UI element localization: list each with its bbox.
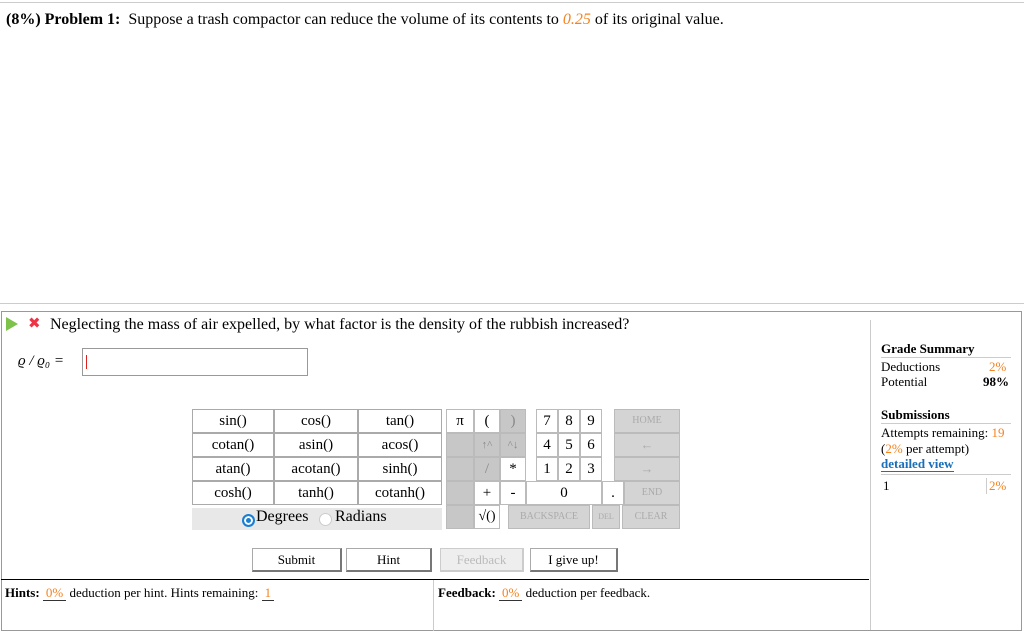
give-up-button[interactable]: I give up!	[530, 548, 618, 572]
cotanh-button[interactable]: cotanh()	[358, 481, 442, 505]
attempts-value: 19	[991, 425, 1005, 440]
digit-6-button[interactable]: 6	[580, 433, 602, 457]
problem-statement	[6, 11, 724, 29]
degrees-radio[interactable]	[242, 514, 255, 527]
atan-button[interactable]: atan()	[192, 457, 274, 481]
digit-4-button[interactable]: 4	[536, 433, 558, 457]
digit-1-button[interactable]: 1	[536, 457, 558, 481]
acotan-button[interactable]: acotan()	[274, 457, 358, 481]
digit-2-button[interactable]: 2	[558, 457, 580, 481]
hints-remaining: 1	[262, 585, 275, 601]
problem-factor: 0.25	[562, 11, 591, 28]
problem-weight: (8%)	[6, 11, 41, 28]
digit-0-button[interactable]: 0	[526, 481, 602, 505]
blank-key-1	[446, 433, 474, 457]
open-paren-button[interactable]: (	[474, 409, 500, 433]
radians-label: Radians	[335, 508, 387, 525]
home-key[interactable]: HOME	[614, 409, 680, 433]
del-key[interactable]: DEL	[592, 505, 620, 529]
plus-button[interactable]: +	[474, 481, 500, 505]
feedback-deduction: 0%	[499, 585, 522, 601]
history-value: 2%	[986, 478, 1006, 494]
hint-button[interactable]: Hint	[346, 548, 432, 572]
angle-mode-selector	[192, 508, 442, 530]
right-arrow-key[interactable]: →	[614, 457, 680, 481]
decimal-button[interactable]: .	[602, 481, 624, 505]
end-key[interactable]: END	[624, 481, 680, 505]
attempts-remaining	[881, 425, 1004, 441]
power-up-button[interactable]: ↑^	[474, 433, 500, 457]
submissions-title: Submissions	[881, 407, 950, 422]
hints-label: Hints:	[5, 585, 40, 600]
sin-button[interactable]: sin()	[192, 409, 274, 433]
degrees-label: Degrees	[256, 508, 309, 525]
divide-button[interactable]: /	[474, 457, 500, 481]
answer-input[interactable]	[82, 348, 308, 376]
clear-key[interactable]: CLEAR	[622, 505, 680, 529]
backspace-key[interactable]: BACKSPACE	[508, 505, 590, 529]
digit-5-button[interactable]: 5	[558, 433, 580, 457]
per-attempt-text: per attempt)	[905, 441, 970, 456]
submit-button[interactable]: Submit	[252, 548, 342, 572]
acos-button[interactable]: acos()	[358, 433, 442, 457]
minus-button[interactable]: -	[500, 481, 526, 505]
blank-key-2	[446, 457, 474, 481]
text-caret	[86, 355, 87, 369]
digit-8-button[interactable]: 8	[558, 409, 580, 433]
tanh-button[interactable]: tanh()	[274, 481, 358, 505]
feedback-button[interactable]: Feedback	[440, 548, 524, 572]
deductions-value: 2%	[989, 359, 1007, 374]
feedback-label: Feedback:	[438, 585, 496, 600]
cosh-button[interactable]: cosh()	[192, 481, 274, 505]
answer-label: ϱ / ϱ₀ =	[18, 353, 64, 369]
left-arrow-key[interactable]: ←	[614, 433, 680, 457]
radians-radio[interactable]	[319, 513, 332, 526]
problem-label: Problem 1:	[44, 11, 121, 28]
sqrt-button[interactable]: √()	[474, 505, 500, 529]
incorrect-icon: ✖	[28, 314, 41, 332]
potential-value: 98%	[983, 374, 1009, 389]
attempts-label: Attempts remaining:	[881, 425, 989, 440]
multiply-button[interactable]: *	[500, 457, 526, 481]
detailed-view-link[interactable]: detailed view	[881, 456, 954, 471]
digit-9-button[interactable]: 9	[580, 409, 602, 433]
digit-7-button[interactable]: 7	[536, 409, 558, 433]
digit-3-button[interactable]: 3	[580, 457, 602, 481]
history-index: 1	[883, 478, 890, 493]
per-attempt-info: (2% per attempt)	[881, 441, 970, 456]
close-paren-button[interactable]: )	[500, 409, 526, 433]
sinh-button[interactable]: sinh()	[358, 457, 442, 481]
feedback-text: deduction per feedback.	[525, 585, 651, 600]
cos-button[interactable]: cos()	[274, 409, 358, 433]
feedback-info	[438, 585, 650, 601]
submissions-rule	[881, 423, 1011, 424]
power-down-button[interactable]: ^↓	[500, 433, 526, 457]
top-divider	[0, 2, 1024, 3]
hints-info	[5, 585, 274, 601]
grade-summary-rule	[881, 357, 1011, 358]
play-icon[interactable]	[6, 317, 18, 331]
per-attempt-value: 2%	[885, 441, 903, 456]
history-rule	[881, 474, 1011, 475]
tan-button[interactable]: tan()	[358, 409, 442, 433]
problem-text-after: of its original value.	[594, 11, 724, 28]
hints-deduction: 0%	[43, 585, 66, 601]
pi-button[interactable]: π	[446, 409, 474, 433]
asin-button[interactable]: asin()	[274, 433, 358, 457]
blank-key-4	[446, 505, 474, 529]
blank-key-3	[446, 481, 474, 505]
question-text: Neglecting the mass of air expelled, by what factor is the density of the rubbish increased?	[50, 316, 630, 333]
potential-label: Potential	[881, 374, 928, 389]
hints-text: deduction per hint. Hints remaining:	[69, 585, 259, 600]
grade-summary-title: Grade Summary	[881, 341, 975, 356]
deductions-label: Deductions	[881, 359, 941, 374]
section-divider	[0, 303, 1024, 304]
problem-text-before: Suppose a trash compactor can reduce the volume of its contents to	[128, 11, 559, 28]
cotan-button[interactable]: cotan()	[192, 433, 274, 457]
